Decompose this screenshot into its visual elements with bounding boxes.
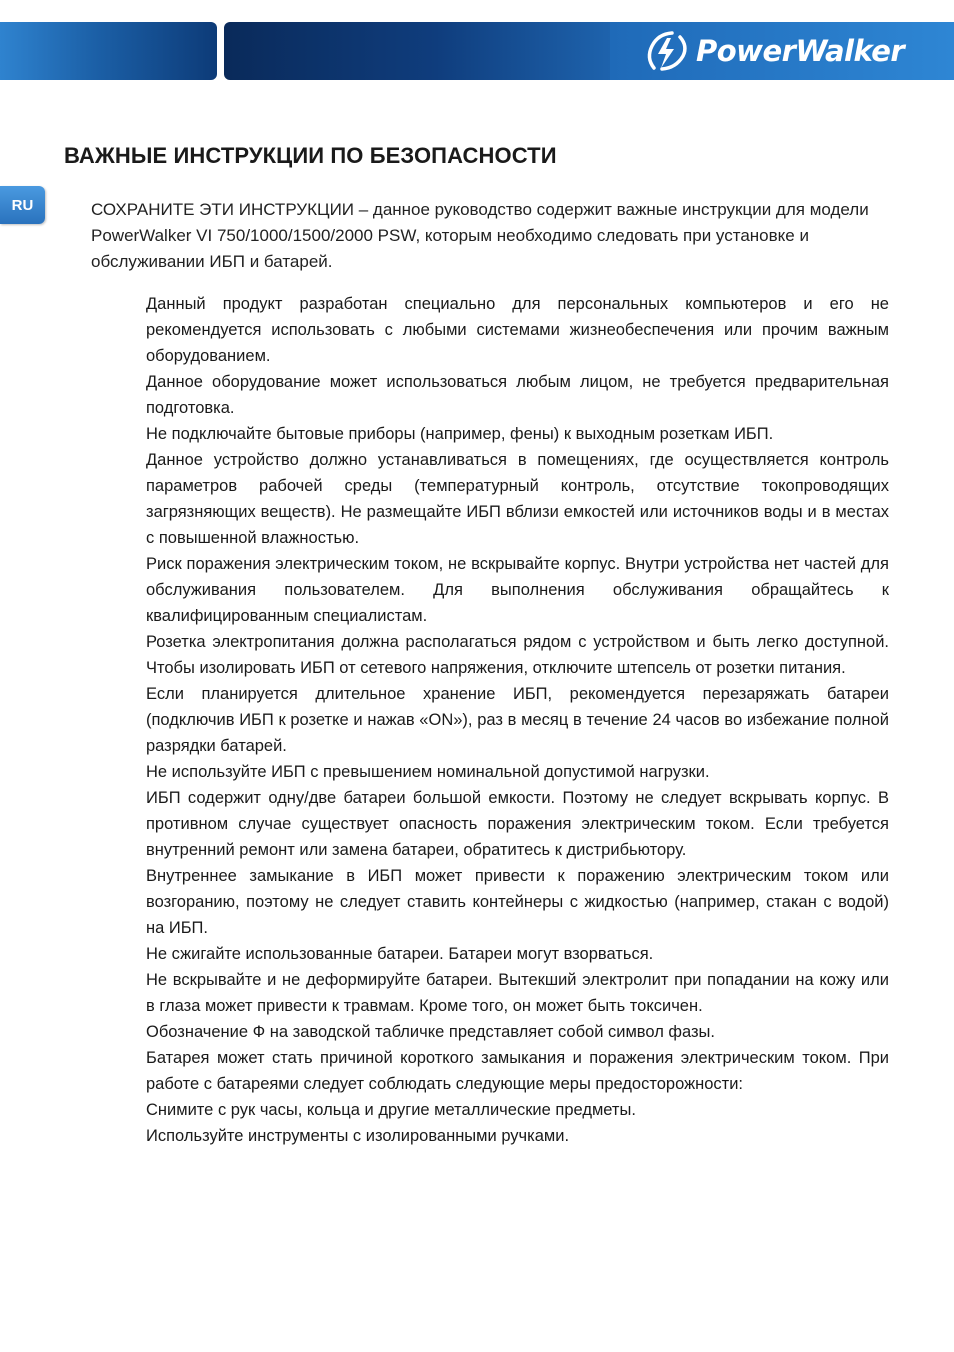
instruction-item: Данное оборудование может использоваться любым лицом, не требуется предварительная подготовка. bbox=[146, 373, 889, 417]
page-header bbox=[0, 22, 954, 80]
instruction-item: Данное устройство должно устанавливаться в помещениях, где осуществляется контроль параметров рабочей среды (температурный контроль, отсутствие токопроводящих загрязняющих веществ). Не размещайте ИБП вблизи емкостей или источников воды и в местах с повышенной влажностью. bbox=[146, 451, 889, 547]
header-left-bar bbox=[0, 22, 217, 80]
header-middle-bar bbox=[224, 22, 610, 80]
instruction-item: Риск поражения электрическим током, не вскрывайте корпус. Внутри устройства нет частей для обслуживания пользователем. Для выполнения обслуживания обращайтесь к квалифицированным специалистам. bbox=[146, 555, 889, 625]
instruction-item: Не вскрывайте и не деформируйте батареи. Вытекший электролит при попадании на кожу или в глаза может привести к травмам. Кроме того, он может быть токсичен. bbox=[146, 971, 889, 1015]
instruction-item: Не сжигайте использованные батареи. Батареи могут взорваться. bbox=[146, 945, 654, 963]
brand-name: PowerWalker bbox=[696, 34, 905, 68]
instruction-item: Снимите с рук часы, кольца и другие металлические предметы. bbox=[146, 1101, 636, 1119]
instruction-list bbox=[146, 291, 889, 1149]
powerwalker-emblem-icon bbox=[640, 28, 692, 74]
instruction-item: Розетка электропитания должна располагаться рядом с устройством и быть легко доступной. Чтобы изолировать ИБП от сетевого напряжения, отключите штепсель от розетки питания. bbox=[146, 633, 889, 677]
instruction-item: Батарея может стать причиной короткого замыкания и поражения электрическим током. При работе с батареями следует соблюдать следующие меры предосторожности: bbox=[146, 1049, 889, 1093]
powerwalker-logo bbox=[640, 26, 904, 76]
intro-paragraph: СОХРАНИТЕ ЭТИ ИНСТРУКЦИИ – данное руководство содержит важные инструкции для модели PowerWalker VI 750/1000/1500/2000 PSW, которым необходимо следовать при установке и обслуживании ИБП и батарей. bbox=[91, 200, 869, 271]
language-tab[interactable]: RU bbox=[0, 186, 45, 224]
instruction-item: Используйте инструменты с изолированными ручками. bbox=[146, 1127, 570, 1145]
instruction-item: ИБП содержит одну/две батареи большой емкости. Поэтому не следует вскрывать корпус. В противном случае существует опасность поражения электрическим током. Если требуется внутренний ремонт или замена батареи, обратитесь к дистрибьютору. bbox=[146, 789, 889, 859]
instruction-item: Внутреннее замыкание в ИБП может привести к поражению электрическим током или возгоранию, поэтому не следует ставить контейнеры с жидкостью (например, стакан с водой) на ИБП. bbox=[146, 867, 889, 937]
instruction-item: Если планируется длительное хранение ИБП, рекомендуется перезаряжать батареи (подключив ИБП к розетке и нажав «ON»), раз в месяц в течение 24 часов во избежание полной разрядки батарей. bbox=[146, 685, 889, 755]
page-title: ВАЖНЫЕ ИНСТРУКЦИИ ПО БЕЗОПАСНОСТИ bbox=[64, 143, 557, 168]
instruction-item: Данный продукт разработан специально для персональных компьютеров и его не рекомендуется использовать с любыми системами жизнеобеспечения или прочим важным оборудованием. bbox=[146, 295, 889, 365]
instruction-item: Обозначение Ф на заводской табличке представляет собой символ фазы. bbox=[146, 1023, 715, 1041]
instruction-item: Не подключайте бытовые приборы (например, фены) к выходным розеткам ИБП. bbox=[146, 425, 774, 443]
instruction-item: Не используйте ИБП с превышением номинальной допустимой нагрузки. bbox=[146, 763, 710, 781]
